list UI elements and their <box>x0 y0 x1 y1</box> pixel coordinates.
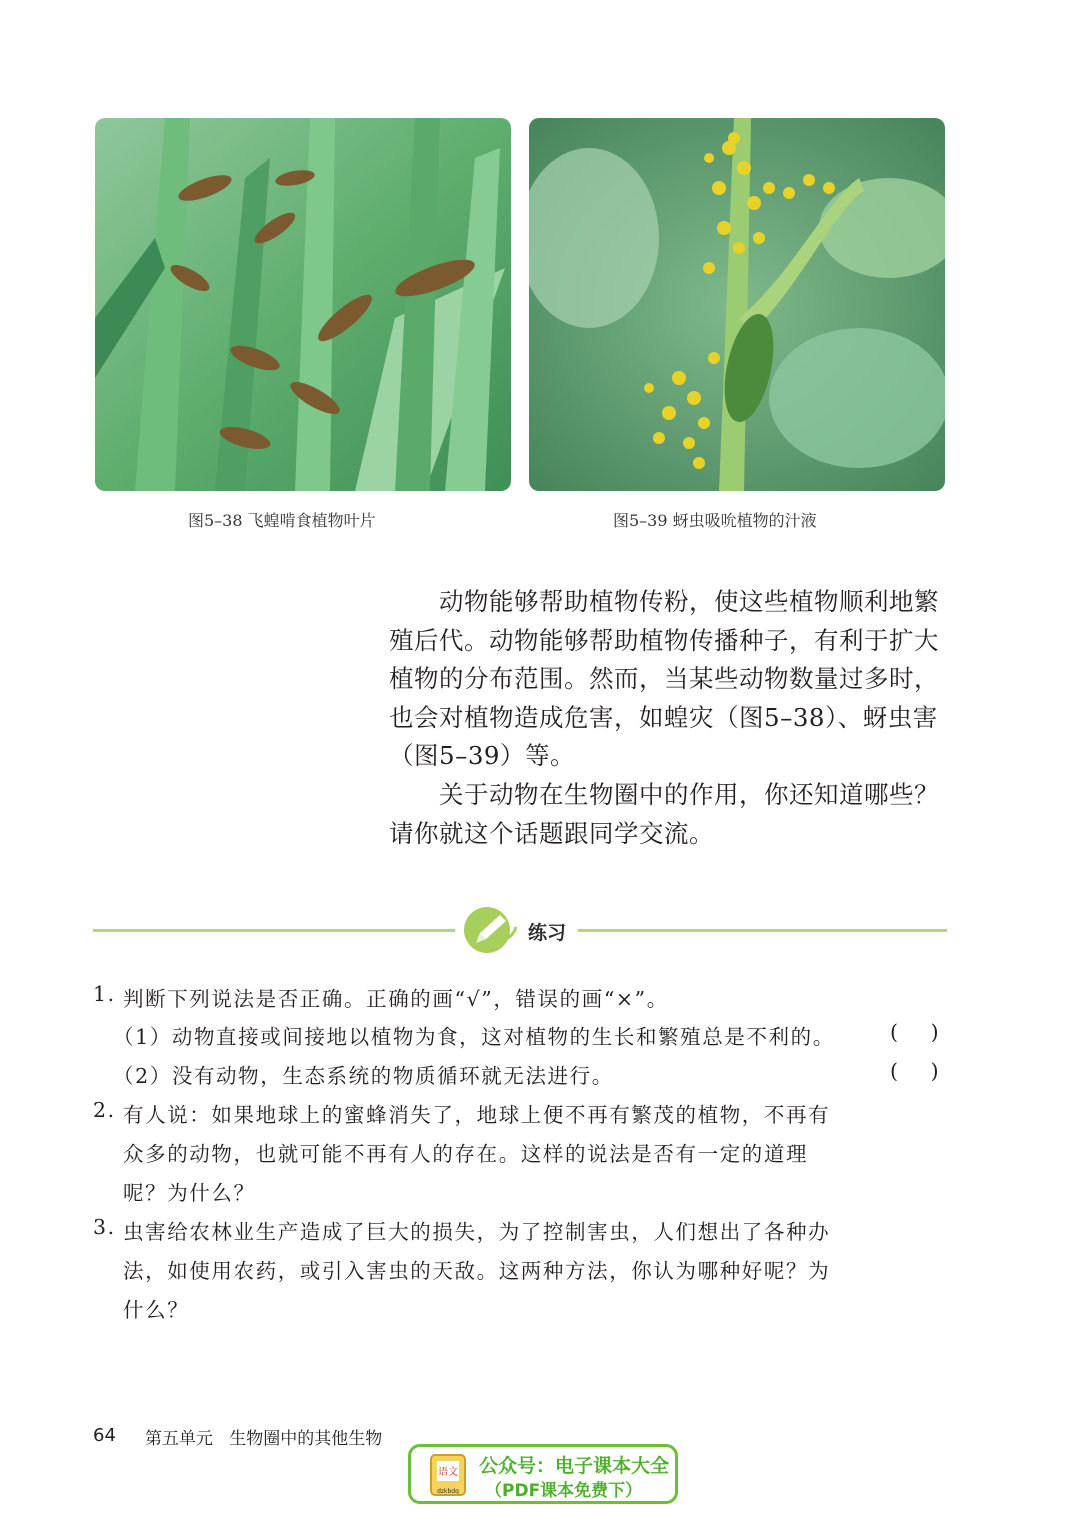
question-number: 3. <box>93 1215 116 1239</box>
watermark-stamp <box>408 1444 678 1504</box>
figure-caption-5-39: 图5–39 蚜虫吸吮植物的汁液 <box>613 511 817 530</box>
stamp-line-2: （PDF课本免费下） <box>485 1481 643 1501</box>
question-2-line-2: 众多的动物，也就可能不再有人的存在。这样的说法是否有一定的道理 <box>123 1142 809 1166</box>
aphids-photo <box>529 118 945 491</box>
paragraph-line: 请你就这个话题跟同学交流。 <box>389 818 714 848</box>
question-2-line-3: 呢？为什么？ <box>123 1181 256 1205</box>
question-3-line-1: 虫害给农林业生产造成了巨大的损失，为了控制害虫，人们想出了各种办 <box>123 1220 831 1244</box>
exercise-divider-right <box>578 929 947 932</box>
answer-blank-2[interactable]: ( ) <box>890 1059 939 1083</box>
exercise-title: 练习 <box>528 922 567 944</box>
stamp-line-1: 公众号：电子课本大全 <box>479 1455 670 1477</box>
stamp-icon-text: 语文 <box>438 1467 458 1478</box>
paragraph-line: 植物的分布范围。然而，当某些动物数量过多时， <box>389 664 939 693</box>
question-3-line-3: 什么？ <box>123 1298 190 1322</box>
question-3-line-2: 法，如使用农药，或引入害虫的天敌。这两种方法，你认为哪种好呢？为 <box>123 1259 831 1283</box>
question-1-sub-2: （2）没有动物，生态系统的物质循环就无法进行。 <box>113 1064 614 1088</box>
question-1-sub-1: （1）动物直接或间接地以植物为食，这对植物的生长和繁殖总是不利的。 <box>113 1025 835 1049</box>
question-number: 1. <box>93 982 116 1006</box>
body-paragraph-1 <box>389 583 947 776</box>
book-icon <box>427 1453 469 1499</box>
exercise-divider-left <box>93 929 455 932</box>
paragraph-text: 动物能够帮助植物传粉，使这些植物顺利地繁 <box>439 587 939 616</box>
question-2-line-1: 有人说：如果地球上的蜜蜂消失了，地球上便不再有繁茂的植物，不再有 <box>123 1103 831 1127</box>
locusts-on-leaves-photo-icon <box>95 118 511 491</box>
answer-blank-1[interactable]: ( ) <box>890 1020 939 1044</box>
paragraph-line <box>389 776 947 815</box>
unit-title: 第五单元 生物圈中的其他生物 <box>145 1429 383 1449</box>
question-1-text: 判断下列说法是否正确。正确的画“√”，错误的画“×”。 <box>123 987 669 1011</box>
paragraph-line: 殖后代。动物能够帮助植物传播种子，有利于扩大 <box>389 625 939 655</box>
paragraph-line: 也会对植物造成危害，如蝗灾（图5–38）、蚜虫害 <box>389 702 938 732</box>
aphids-on-stem-photo-icon <box>529 118 945 491</box>
paragraph-line <box>389 583 947 622</box>
stamp-icon-small: dzkbdq <box>437 1488 459 1495</box>
body-paragraph-2 <box>389 776 947 853</box>
locusts-photo <box>95 118 511 491</box>
question-number: 2. <box>93 1098 116 1122</box>
paragraph-line: （图5–39）等。 <box>389 741 576 770</box>
pencil-icon <box>462 905 518 955</box>
page-number: 64 <box>93 1425 116 1446</box>
paragraph-text: 关于动物在生物圈中的作用，你还知道哪些？ <box>439 780 939 809</box>
figure-caption-5-38: 图5–38 飞蝗啃食植物叶片 <box>188 511 376 530</box>
